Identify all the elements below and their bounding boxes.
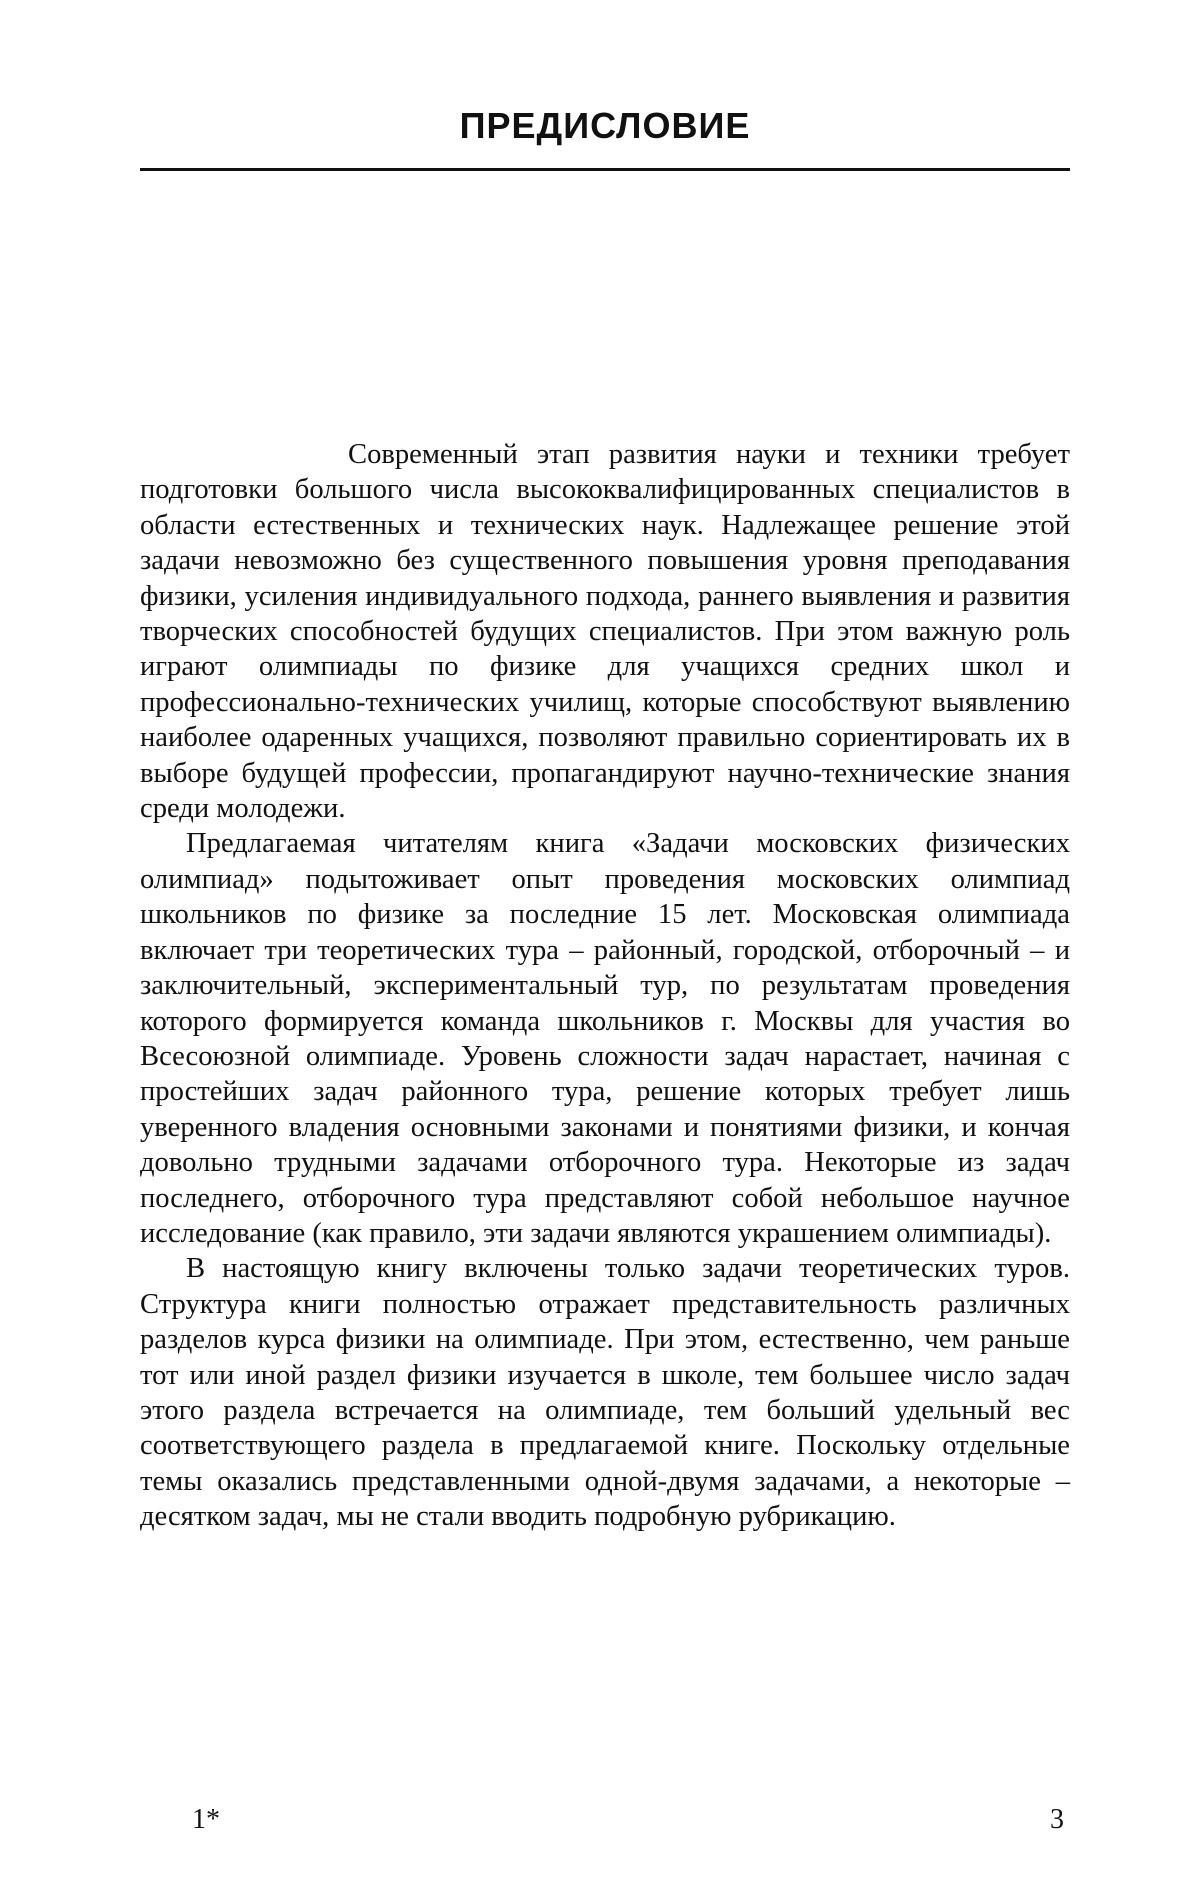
paragraph-2: Предлагаемая читателям книга «Задачи московских физических олимпиад» подытоживает опыт проведения московских олимпиад школьников по физике за последние 15 лет. Московская олимпиада включает три теоретических тура – районный, городской, отборочный – и заключительный, экспериментальный тур, по результатам проведения которого формируется команда школьников г. Москвы для участия во Всесоюзной олимпиаде. Уровень сложности задач нарастает, начиная с простейших задач районного тура, решение которых требует лишь уверенного владения основными законами и понятиями физики, и кончая довольно трудными задачами отборочного тура. Некоторые из задач последнего, отборочного тура представляют собой небольшое научное исследование (как правило, эти задачи являются украшением олимпиады). xyxy=(140,826,1070,1251)
paragraph-1: Современный этап развития науки и техники требует подготовки большого числа высококвалифицированных специалистов в области естественных и технических наук. Надлежащее решение этой задачи невозможно без существенного повышения уровня преподавания физики, усиления индивидуального подхода, раннего выявления и развития творческих способностей будущих специалистов. При этом важную роль играют олимпиады по физике для учащихся средних школ и профессионально-технических училищ, которые способствуют выявлению наиболее одаренных учащихся, позволяют правильно сориентировать их в выборе будущей профессии, пропагандируют научно-технические знания среди молодежи. xyxy=(140,437,1070,826)
page-number: 3 xyxy=(1050,1804,1064,1836)
title-rule xyxy=(140,168,1070,171)
paragraph-3: В настоящую книгу включены только задачи теоретических туров. Структура книги полностью отражает представительность различных разделов курса физики на олимпиаде. При этом, естественно, чем раньше тот или иной раздел физики изучается в школе, тем большее число задач этого раздела встречается на олимпиаде, тем больший удельный вес соответствующего раздела в предлагаемой книге. Поскольку отдельные темы оказались представленными одной-двумя задачами, а некоторые – десятком задач, мы не стали вводить подробную рубрикацию. xyxy=(140,1251,1070,1534)
signature-mark: 1* xyxy=(192,1804,220,1836)
body-text xyxy=(140,437,1070,1535)
book-page xyxy=(0,0,1200,1880)
chapter-title: ПРЕДИСЛОВИЕ xyxy=(140,105,1070,147)
